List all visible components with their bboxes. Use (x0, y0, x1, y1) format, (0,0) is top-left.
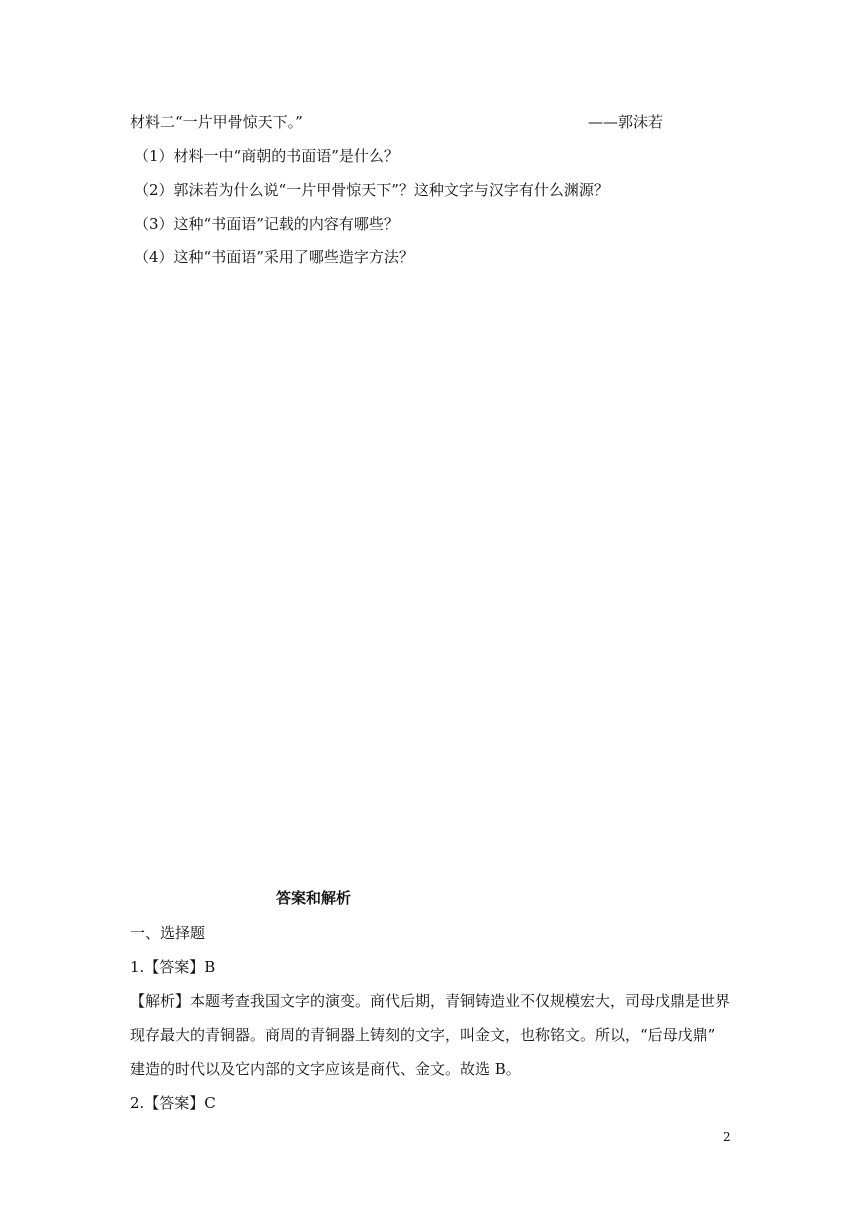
material-two-text: 材料二“一片甲骨惊天下。” (130, 113, 303, 131)
analysis-1-line-3: 建造的时代以及它内部的文字应该是商代、金文。故选 B。 (130, 1060, 521, 1078)
section-heading: 一、选择题 (130, 924, 206, 942)
question-item-4: （4）这种“书面语”采用了哪些造字方法？ (134, 248, 414, 266)
answer-2: 2.【答案】C (130, 1094, 216, 1112)
analysis-1-line-1: 【解析】本题考查我国文字的演变。商代后期，青铜铸造业不仅规模宏大，司母戊鼎是世界 (130, 992, 731, 1010)
answer-1: 1.【答案】B (130, 958, 216, 976)
answers-title: 答案和解析 (276, 889, 352, 907)
material-two-attribution: ——郭沫若 (588, 113, 664, 131)
question-item-1: （1）材料一中“商朝的书面语”是什么？ (134, 147, 399, 165)
question-item-2: （2）郭沫若为什么说“一片甲骨惊天下”？这种文字与汉字有什么渊源？ (134, 181, 609, 199)
question-item-3: （3）这种“书面语”记载的内容有哪些？ (134, 215, 399, 233)
analysis-1-line-2: 现存最大的青铜器。商周的青铜器上铸刻的文字，叫金文，也称铭文。所以，“后母戊鼎” (130, 1026, 716, 1044)
page-number: 2 (723, 1130, 731, 1144)
